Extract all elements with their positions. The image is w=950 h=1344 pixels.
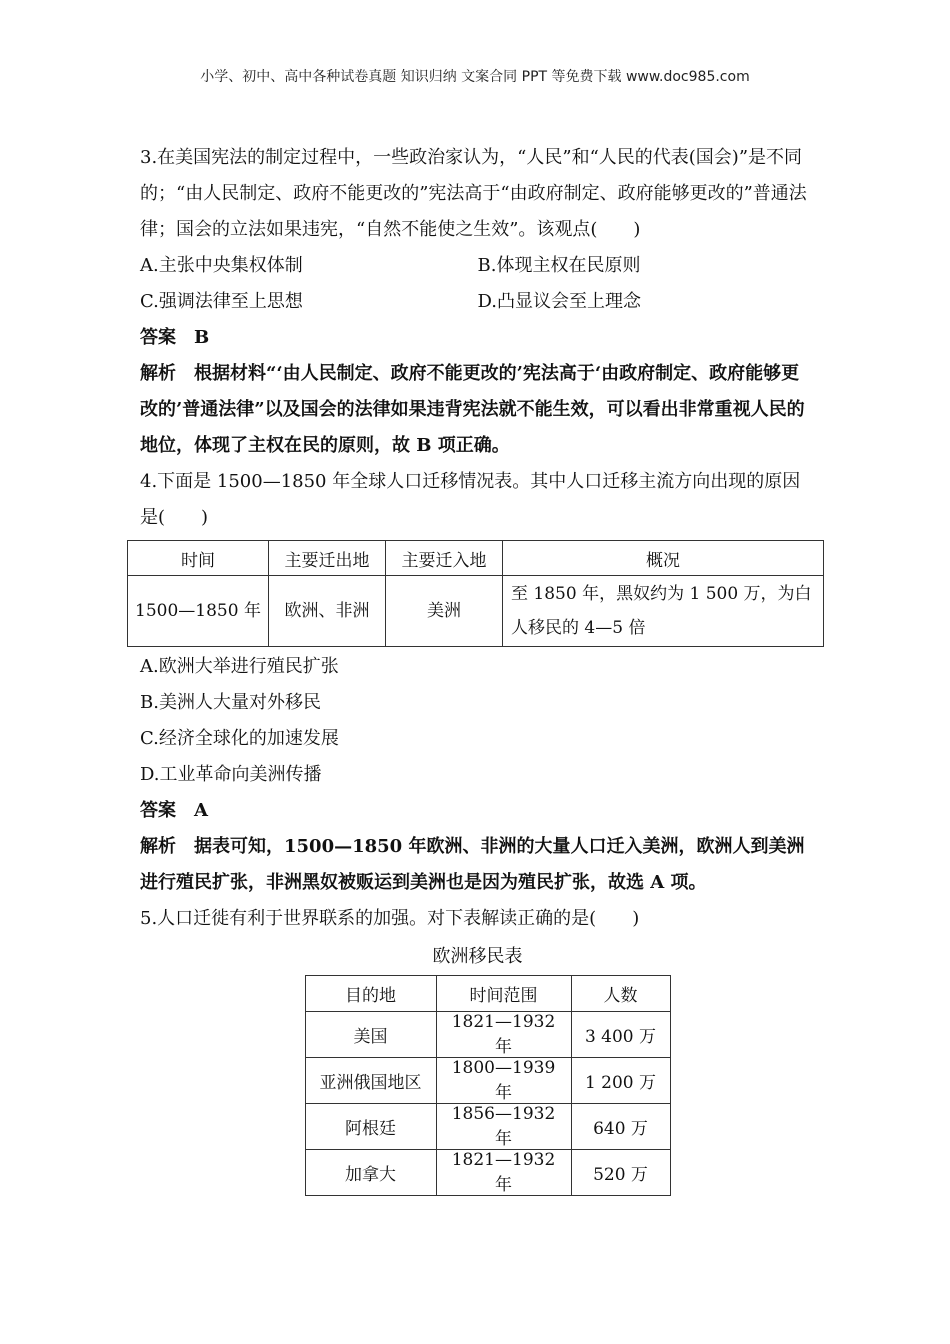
- table-cell: 640 万: [571, 1104, 670, 1150]
- table-header-cell: 概况: [503, 541, 824, 576]
- table-row: [305, 1058, 670, 1104]
- table-cell: 加拿大: [305, 1150, 436, 1196]
- table-cell: 至 1850 年，黑奴约为 1 500 万，为白人移民的 4—5 倍: [503, 576, 824, 647]
- q3-option-b: B.体现主权在民原则: [477, 255, 641, 276]
- table-cell: 欧洲、非洲: [269, 576, 386, 647]
- table-cell: 520 万: [571, 1150, 670, 1196]
- q3-option-a: A.主张中央集权体制: [140, 255, 303, 276]
- table-cell: 3 400 万: [571, 1012, 670, 1058]
- q4-option-c: C.经济全球化的加速发展: [140, 728, 339, 749]
- q4-stem: 4.下面是 1500—1850 年全球人口迁移情况表。其中人口迁移主流方向出现的原因是( ): [140, 471, 801, 528]
- migration-table-header: [128, 541, 824, 576]
- q4-option-a: A.欧洲大举进行殖民扩张: [140, 656, 339, 677]
- table-row: [305, 1150, 670, 1196]
- q5-stem: 5.人口迁徙有利于世界联系的加强。对下表解读正确的是( ): [140, 908, 640, 929]
- table-header-cell: 人数: [571, 976, 670, 1012]
- page-header: 小学、初中、高中各种试卷真题 知识归纳 文案合同 PPT 等免费下载 www.doc985.com: [200, 69, 750, 85]
- table-cell: 1800—1939 年: [436, 1058, 571, 1104]
- q3-answer: 答案 B: [140, 327, 210, 348]
- table-row: [128, 576, 824, 647]
- table-cell: 1856—1932 年: [436, 1104, 571, 1150]
- table-row: [305, 1104, 670, 1150]
- table-cell: 1500—1850 年: [128, 576, 269, 647]
- table-cell: 美国: [305, 1012, 436, 1058]
- table-header-cell: 目的地: [305, 976, 436, 1012]
- q3-analysis: 解析 根据材料“‘由人民制定、政府不能更改的’宪法高于‘由政府制定、政府能够更改的’普通法律”以及国会的法律如果违背宪法就不能生效，可以看出非常重视人民的地位，体现了主权在民的原则，故 B 项正确。: [140, 363, 805, 456]
- q3-options-row-2: [140, 284, 815, 320]
- q3-option-c: C.强调法律至上思想: [140, 291, 303, 312]
- migration-table: [127, 540, 824, 647]
- table-cell: 1821—1932 年: [436, 1150, 571, 1196]
- table-cell: 1821—1932 年: [436, 1012, 571, 1058]
- emigration-table: [305, 975, 671, 1196]
- q4-option-b: B.美洲人大量对外移民: [140, 692, 321, 713]
- q3-option-d: D.凸显议会至上理念: [477, 291, 642, 312]
- table-caption: 欧洲移民表: [432, 946, 523, 967]
- table-header-cell: 时间: [128, 541, 269, 576]
- table-cell: 1 200 万: [571, 1058, 670, 1104]
- table-header-cell: 主要迁入地: [386, 541, 503, 576]
- q3-stem: 3.在美国宪法的制定过程中，一些政治家认为，“人民”和“人民的代表(国会)”是不同的；“由人民制定、政府不能更改的”宪法高于“由政府制定、政府能够更改的”普通法律；国会的立法如果违宪，“自然不能使之生效”。该观点( ): [140, 147, 807, 240]
- table-header-cell: 主要迁出地: [269, 541, 386, 576]
- q4-analysis: 解析 据表可知，1500—1850 年欧洲、非洲的大量人口迁入美洲，欧洲人到美洲进行殖民扩张，非洲黑奴被贩运到美洲也是因为殖民扩张，故选 A 项。: [140, 836, 805, 893]
- table-row: [305, 1012, 670, 1058]
- table-header-cell: 时间范围: [436, 976, 571, 1012]
- q3-options-row-1: [140, 248, 815, 284]
- table-cell: 亚洲俄国地区: [305, 1058, 436, 1104]
- q4-option-d: D.工业革命向美洲传播: [140, 764, 322, 785]
- table-cell: 阿根廷: [305, 1104, 436, 1150]
- q4-answer: 答案 A: [140, 800, 208, 821]
- document-content: [135, 140, 815, 1196]
- emigration-table-header: [305, 976, 670, 1012]
- table-cell: 美洲: [386, 576, 503, 647]
